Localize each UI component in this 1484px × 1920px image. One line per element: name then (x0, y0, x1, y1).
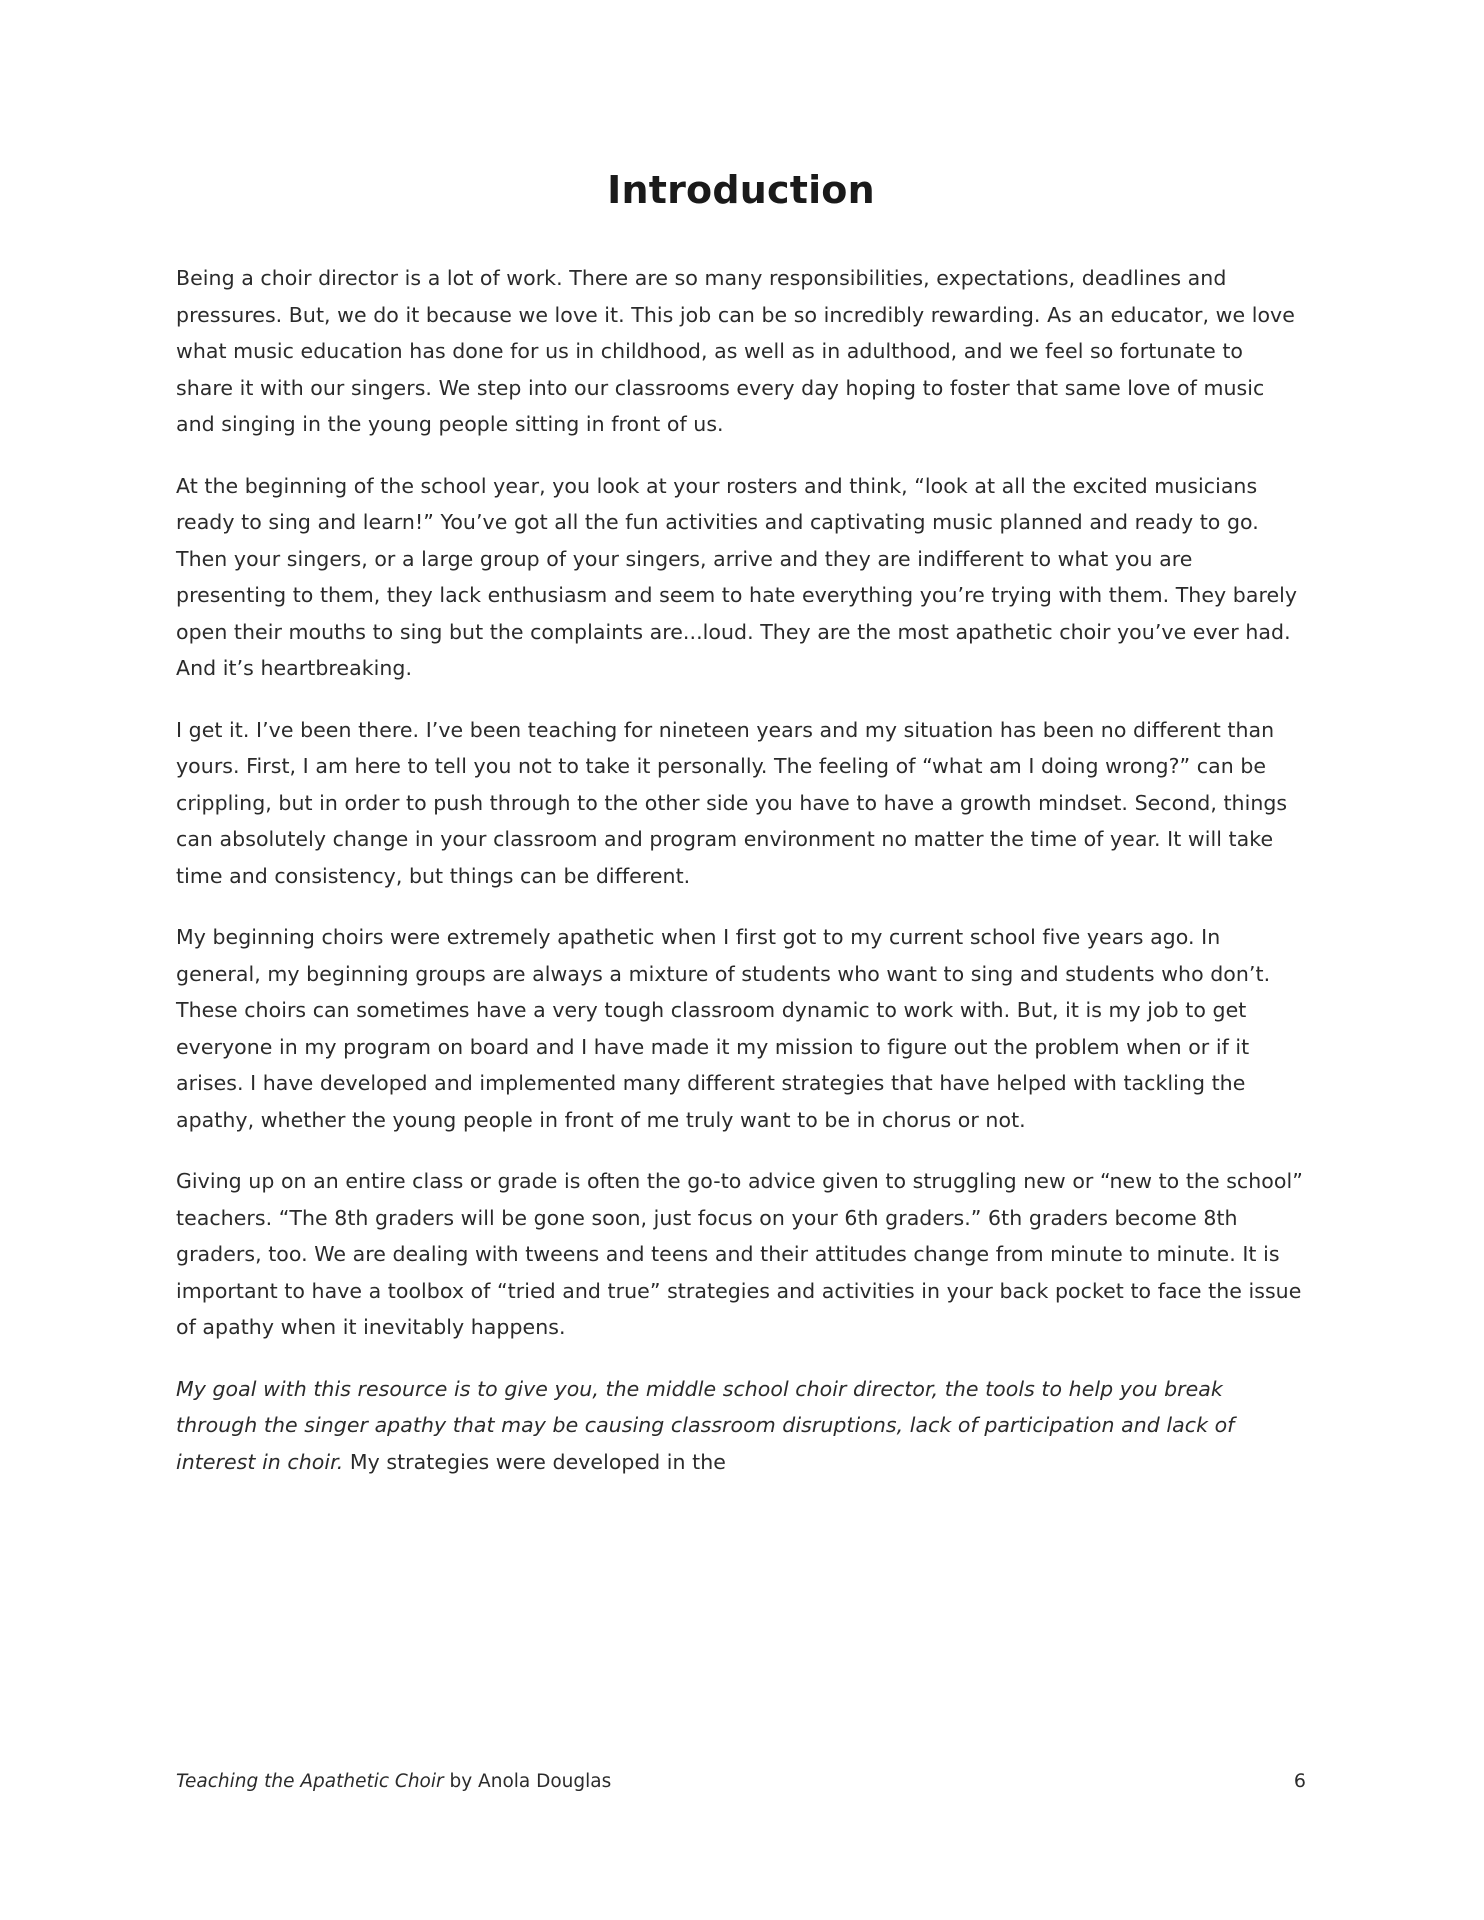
page-title: Introduction (607, 168, 875, 212)
paragraph-5: Giving up on an entire class or grade is often the go-to advice given to struggling new or “new to the school” teachers. “The 8th graders will be gone soon, just focus on your 6th graders.” 6th graders become 8th graders, too. We are dealing with tweens and teens and their attitudes change from minute to minute. It is important to have a toolbox of “tried and true” strategies and activities in your back pocket to face the issue of apathy when it inevitably happens. (176, 1169, 1303, 1339)
page-number: 6 (1293, 1770, 1306, 1792)
paragraph-4: My beginning choirs were extremely apathetic when I first got to my current school five years ago. In general, my beginning groups are always a mixture of students who want to sing and students who don’t. These choirs can sometimes have a very tough classroom dynamic to work with. But, it is my job to get everyone in my program on board and I have made it my mission to figure out the problem when or if it arises. I have developed and implemented many different strategies that have helped with tackling the apathy, whether the young people in front of me truly want to be in chorus or not. (176, 925, 1271, 1132)
paragraph-2: At the beginning of the school year, you look at your rosters and think, “look at all the excited musicians ready to sing and learn!” You’ve got all the fun activities and captivating music planned and ready to go. Then your singers, or a large group of your singers, arrive and they are indifferent to what you are presenting to them, they lack enthusiasm and seem to hate everything you’re trying with them. They barely open their mouths to sing but the complaints are...loud. They are the most apathetic choir you’ve ever had. And it’s heartbreaking. (176, 473, 1298, 680)
page-content (176, 0, 1306, 1505)
paragraph-6 (176, 1371, 1306, 1481)
paragraph-6-italic: My goal with this resource is to give you, the middle school choir director, the tools to help you break through the singer apathy that may be causing classroom disruptions, lack of participation and lack of interest in choir. (176, 1376, 1235, 1474)
footer-citation (176, 1771, 611, 1792)
paragraph-3: I get it. I’ve been there. I’ve been teaching for nineteen years and my situation has been no different than yours. First, I am here to tell you not to take it personally. The feeling of “what am I doing wrong?” can be crippling, but in order to push through to the other side you have to have a growth mindset. Second, things can absolutely change in your classroom and program environment no matter the time of year. It will take time and consistency, but things can be different. (176, 717, 1288, 888)
page-footer (176, 1770, 1306, 1792)
footer-byline: by Anola Douglas (443, 1771, 612, 1792)
footer-book-title: Teaching the Apathetic Choir (176, 1771, 444, 1792)
paragraph-6-normal: My strategies were developed in the (343, 1449, 726, 1474)
paragraph-1: Being a choir director is a lot of work. There are so many responsibilities, expectations, deadlines and pressures. But, we do it because we love it. This job can be so incredibly rewarding. As an educator, we love what music education has done for us in childhood, as well as in adulthood, and we feel so fortunate to share it with our singers. We step into our classrooms every day hoping to foster that same love of music and singing in the young people sitting in front of us. (176, 266, 1295, 436)
